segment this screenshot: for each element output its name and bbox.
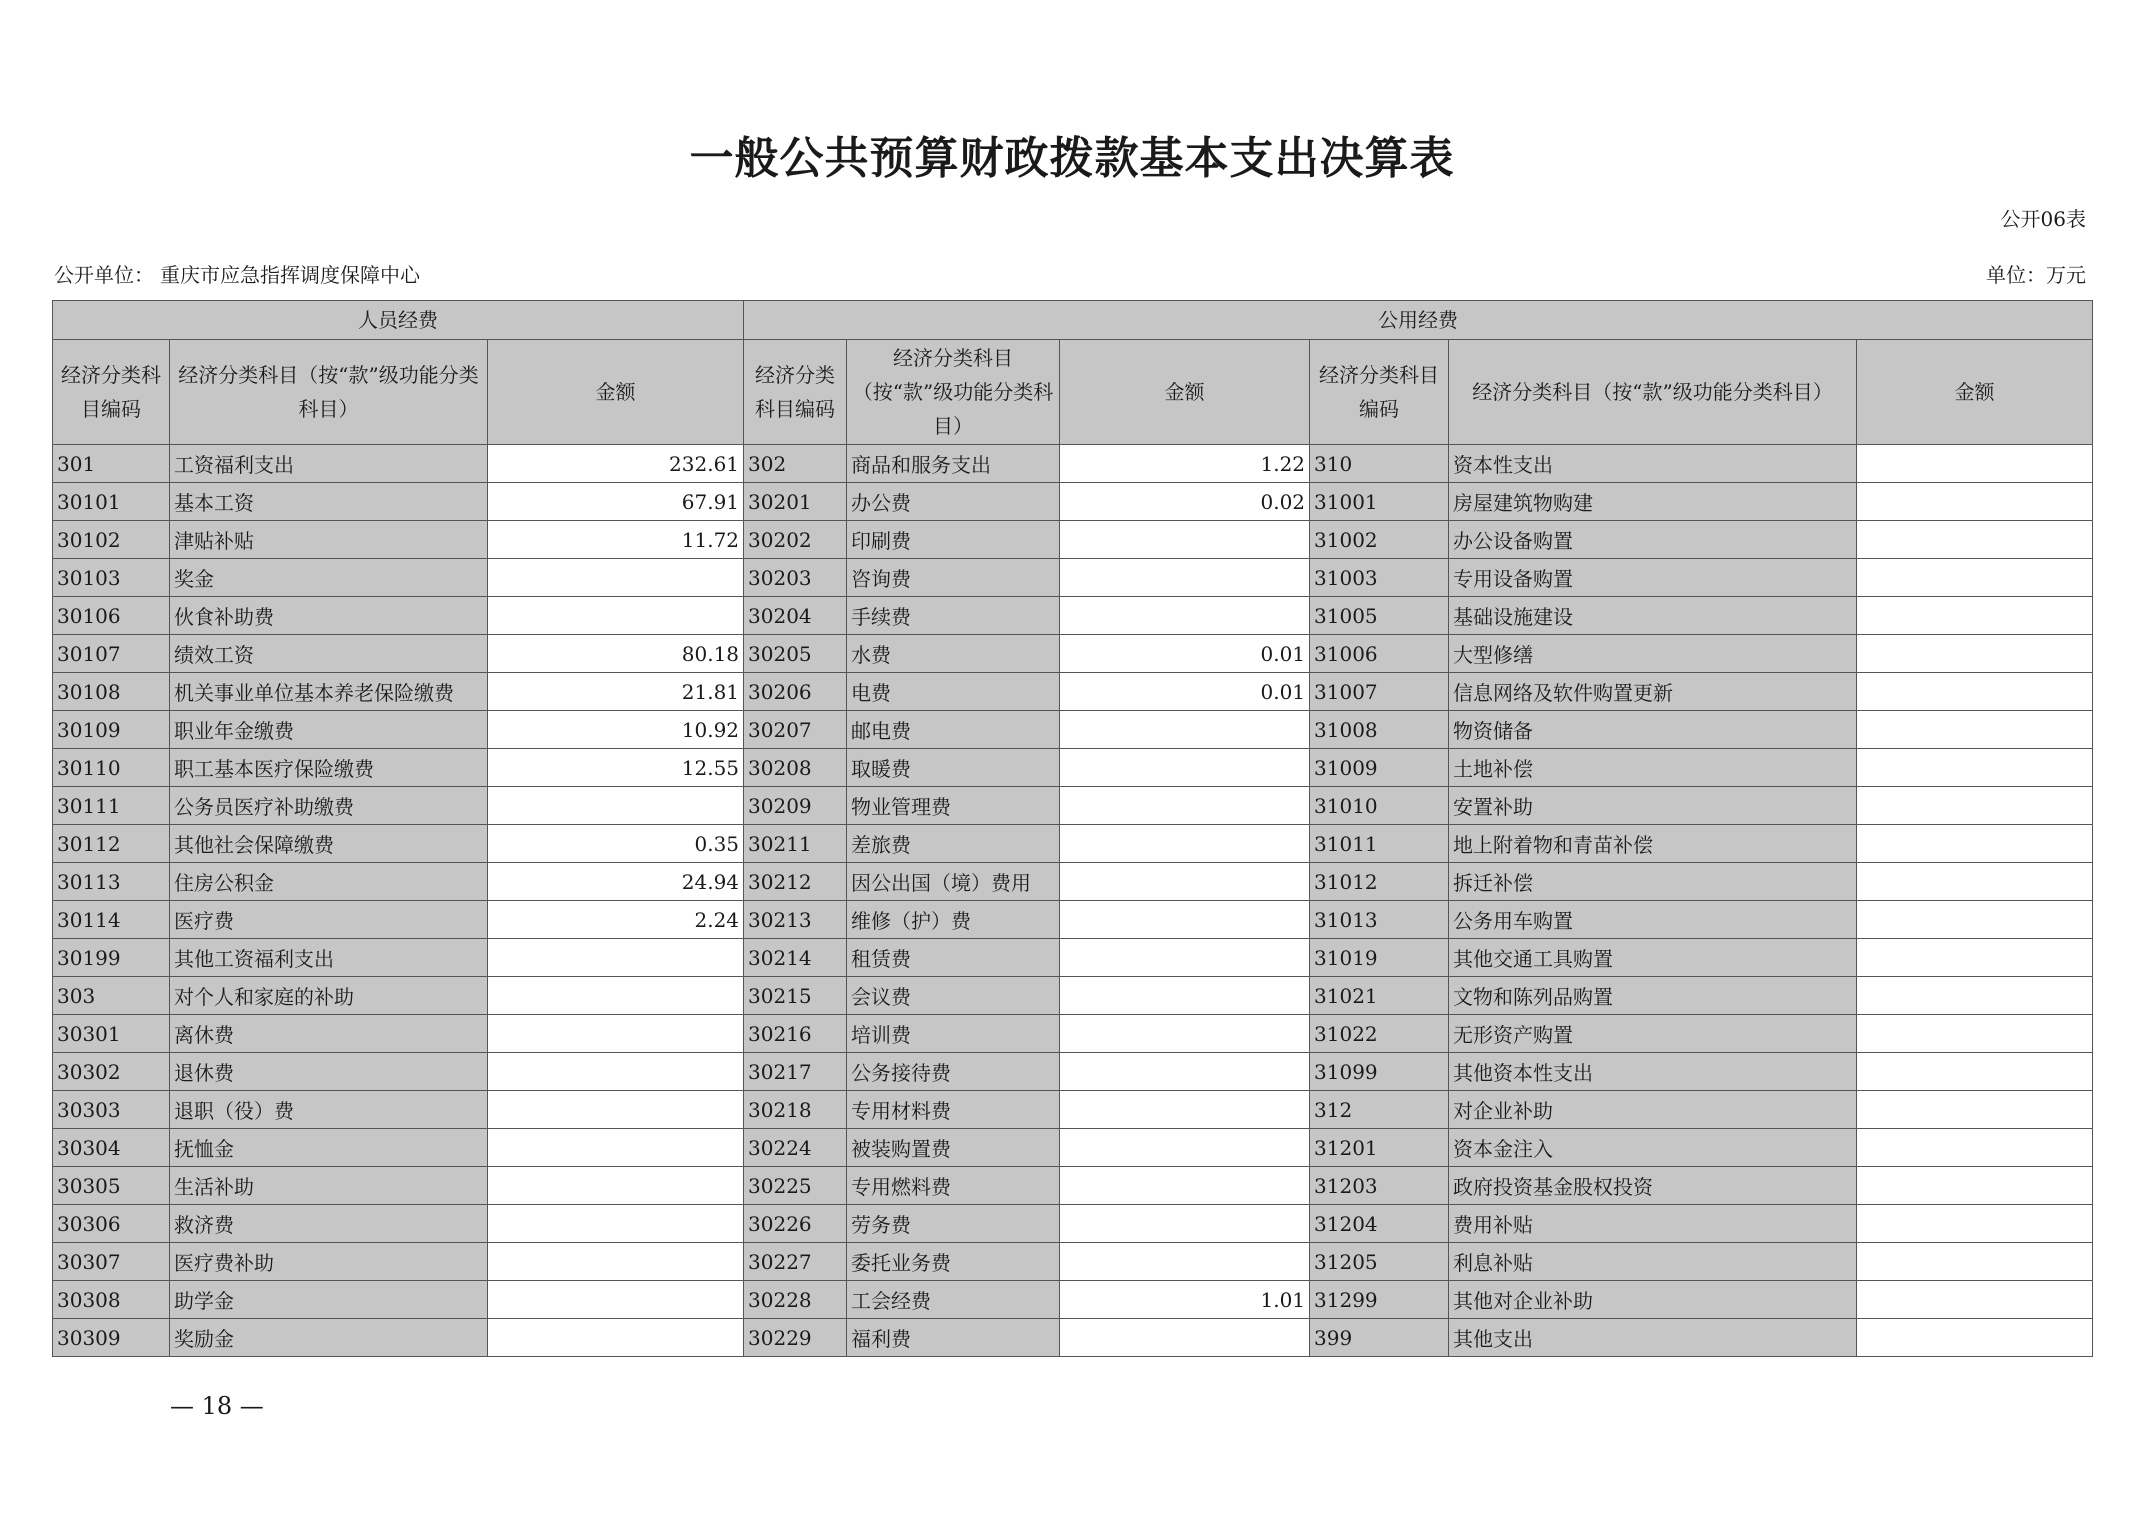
economic-code-cell: 30214 <box>744 939 847 977</box>
item-name-cell: 其他资本性支出 <box>1449 1053 1857 1091</box>
amount-cell <box>1060 1053 1310 1091</box>
amount-cell <box>1060 1167 1310 1205</box>
item-name-cell: 资本金注入 <box>1449 1129 1857 1167</box>
economic-code-cell: 31205 <box>1310 1243 1449 1281</box>
amount-cell: 1.01 <box>1060 1281 1310 1319</box>
amount-cell: 232.61 <box>488 445 744 483</box>
table-row <box>53 1015 2093 1053</box>
item-name-cell: 文物和陈列品购置 <box>1449 977 1857 1015</box>
table-row <box>53 1091 2093 1129</box>
amount-cell: 80.18 <box>488 635 744 673</box>
table-row <box>53 977 2093 1015</box>
economic-code-cell: 31203 <box>1310 1167 1449 1205</box>
economic-code-cell: 31010 <box>1310 787 1449 825</box>
economic-code-cell: 30211 <box>744 825 847 863</box>
economic-code-cell: 30106 <box>53 597 170 635</box>
amount-cell <box>1060 977 1310 1015</box>
reporting-unit <box>54 259 426 288</box>
header-code: 经济分类科目编码 <box>53 340 170 445</box>
economic-code-cell: 303 <box>53 977 170 1015</box>
header-code: 经济分类科目编码 <box>1310 340 1449 445</box>
item-name-cell: 维修（护）费 <box>847 901 1060 939</box>
table-row <box>53 1319 2093 1357</box>
economic-code-cell: 30308 <box>53 1281 170 1319</box>
amount-cell <box>1060 939 1310 977</box>
table-row <box>53 635 2093 673</box>
item-name-cell: 政府投资基金股权投资 <box>1449 1167 1857 1205</box>
amount-cell <box>1857 1167 2093 1205</box>
item-name-cell: 地上附着物和青苗补偿 <box>1449 825 1857 863</box>
amount-cell <box>1060 1243 1310 1281</box>
item-name-cell: 其他支出 <box>1449 1319 1857 1357</box>
economic-code-cell: 301 <box>53 445 170 483</box>
economic-code-cell: 30305 <box>53 1167 170 1205</box>
economic-code-cell: 30112 <box>53 825 170 863</box>
item-name-cell: 专用燃料费 <box>847 1167 1060 1205</box>
economic-code-cell: 310 <box>1310 445 1449 483</box>
header-name: 经济分类科目（按“款”级功能分类科目） <box>170 340 488 445</box>
item-name-cell: 医疗费 <box>170 901 488 939</box>
item-name-cell: 咨询费 <box>847 559 1060 597</box>
amount-cell <box>1857 1129 2093 1167</box>
economic-code-cell: 30109 <box>53 711 170 749</box>
economic-code-cell: 30213 <box>744 901 847 939</box>
amount-cell <box>1060 1129 1310 1167</box>
header-code: 经济分类科目编码 <box>744 340 847 445</box>
amount-cell <box>1060 597 1310 635</box>
item-name-cell: 基础设施建设 <box>1449 597 1857 635</box>
amount-cell <box>1857 1091 2093 1129</box>
economic-code-cell: 30303 <box>53 1091 170 1129</box>
item-name-cell: 安置补助 <box>1449 787 1857 825</box>
item-name-cell: 培训费 <box>847 1015 1060 1053</box>
amount-cell <box>1060 1015 1310 1053</box>
amount-cell <box>1060 521 1310 559</box>
group-header-public: 公用经费 <box>744 301 2093 340</box>
item-name-cell: 专用设备购置 <box>1449 559 1857 597</box>
amount-cell <box>1857 559 2093 597</box>
table-row <box>53 1053 2093 1091</box>
item-name-cell: 福利费 <box>847 1319 1060 1357</box>
amount-cell <box>1060 559 1310 597</box>
economic-code-cell: 30215 <box>744 977 847 1015</box>
amount-cell <box>1857 1053 2093 1091</box>
amount-cell: 2.24 <box>488 901 744 939</box>
amount-cell <box>488 939 744 977</box>
item-name-cell: 手续费 <box>847 597 1060 635</box>
amount-cell <box>1857 825 2093 863</box>
amount-cell <box>1060 901 1310 939</box>
header-amount: 金额 <box>1857 340 2093 445</box>
economic-code-cell: 30307 <box>53 1243 170 1281</box>
header-amount: 金额 <box>1060 340 1310 445</box>
amount-cell <box>1857 1243 2093 1281</box>
table-row <box>53 1243 2093 1281</box>
amount-cell <box>1857 1319 2093 1357</box>
table-row <box>53 559 2093 597</box>
item-name-cell: 其他工资福利支出 <box>170 939 488 977</box>
item-name-cell: 住房公积金 <box>170 863 488 901</box>
table-row <box>53 521 2093 559</box>
table-row <box>53 863 2093 901</box>
item-name-cell: 电费 <box>847 673 1060 711</box>
table-row <box>53 597 2093 635</box>
amount-cell <box>488 787 744 825</box>
amount-cell <box>1857 1281 2093 1319</box>
economic-code-cell: 30226 <box>744 1205 847 1243</box>
amount-cell <box>1857 901 2093 939</box>
item-name-cell: 其他交通工具购置 <box>1449 939 1857 977</box>
table-row <box>53 483 2093 521</box>
amount-cell <box>1857 977 2093 1015</box>
economic-code-cell: 31013 <box>1310 901 1449 939</box>
amount-cell <box>1060 1319 1310 1357</box>
economic-code-cell: 30301 <box>53 1015 170 1053</box>
amount-cell <box>488 1281 744 1319</box>
economic-code-cell: 30102 <box>53 521 170 559</box>
amount-cell <box>1857 711 2093 749</box>
table-row <box>53 939 2093 977</box>
item-name-cell: 抚恤金 <box>170 1129 488 1167</box>
amount-cell: 10.92 <box>488 711 744 749</box>
amount-cell <box>1060 825 1310 863</box>
item-name-cell: 职工基本医疗保险缴费 <box>170 749 488 787</box>
amount-cell <box>1857 1205 2093 1243</box>
item-name-cell: 被装购置费 <box>847 1129 1060 1167</box>
item-name-cell: 无形资产购置 <box>1449 1015 1857 1053</box>
item-name-cell: 费用补贴 <box>1449 1205 1857 1243</box>
economic-code-cell: 31012 <box>1310 863 1449 901</box>
amount-cell <box>1060 863 1310 901</box>
economic-code-cell: 30101 <box>53 483 170 521</box>
currency-unit: 单位：万元 <box>1986 263 2086 287</box>
economic-code-cell: 31204 <box>1310 1205 1449 1243</box>
item-name-cell: 利息补贴 <box>1449 1243 1857 1281</box>
economic-code-cell: 31001 <box>1310 483 1449 521</box>
table-row <box>53 749 2093 787</box>
table-row <box>53 673 2093 711</box>
item-name-cell: 工会经费 <box>847 1281 1060 1319</box>
amount-cell <box>488 1243 744 1281</box>
economic-code-cell: 31019 <box>1310 939 1449 977</box>
amount-cell <box>488 597 744 635</box>
item-name-cell: 土地补偿 <box>1449 749 1857 787</box>
item-name-cell: 租赁费 <box>847 939 1060 977</box>
item-name-cell: 救济费 <box>170 1205 488 1243</box>
amount-cell <box>1857 939 2093 977</box>
group-header-personnel: 人员经费 <box>53 301 744 340</box>
economic-code-cell: 31003 <box>1310 559 1449 597</box>
economic-code-cell: 31299 <box>1310 1281 1449 1319</box>
economic-code-cell: 31022 <box>1310 1015 1449 1053</box>
page-number: — 18 — <box>170 1392 264 1420</box>
economic-code-cell: 30202 <box>744 521 847 559</box>
amount-cell: 0.01 <box>1060 635 1310 673</box>
amount-cell <box>1857 635 2093 673</box>
amount-cell <box>1060 1205 1310 1243</box>
economic-code-cell: 30108 <box>53 673 170 711</box>
item-name-cell: 取暖费 <box>847 749 1060 787</box>
item-name-cell: 会议费 <box>847 977 1060 1015</box>
economic-code-cell: 30227 <box>744 1243 847 1281</box>
economic-code-cell: 302 <box>744 445 847 483</box>
economic-code-cell: 31006 <box>1310 635 1449 673</box>
item-name-cell: 工资福利支出 <box>170 445 488 483</box>
amount-cell <box>488 1319 744 1357</box>
item-name-cell: 大型修缮 <box>1449 635 1857 673</box>
item-name-cell: 其他社会保障缴费 <box>170 825 488 863</box>
amount-cell <box>1857 483 2093 521</box>
amount-cell <box>488 977 744 1015</box>
reporting-unit-label: 公开单位： <box>54 263 154 287</box>
economic-code-cell: 312 <box>1310 1091 1449 1129</box>
reporting-unit-name: 重庆市应急指挥调度保障中心 <box>160 263 420 287</box>
item-name-cell: 物业管理费 <box>847 787 1060 825</box>
economic-code-cell: 31008 <box>1310 711 1449 749</box>
economic-code-cell: 31009 <box>1310 749 1449 787</box>
item-name-cell: 商品和服务支出 <box>847 445 1060 483</box>
economic-code-cell: 30218 <box>744 1091 847 1129</box>
amount-cell: 0.35 <box>488 825 744 863</box>
item-name-cell: 办公费 <box>847 483 1060 521</box>
economic-code-cell: 30103 <box>53 559 170 597</box>
table-row <box>53 1129 2093 1167</box>
amount-cell <box>488 1053 744 1091</box>
economic-code-cell: 30203 <box>744 559 847 597</box>
amount-cell <box>1060 711 1310 749</box>
header-name: 经济分类科目（按“款”级功能分类科目） <box>1449 340 1857 445</box>
item-name-cell: 水费 <box>847 635 1060 673</box>
amount-cell: 1.22 <box>1060 445 1310 483</box>
item-name-cell: 差旅费 <box>847 825 1060 863</box>
form-number: 公开06表 <box>2000 207 2086 231</box>
economic-code-cell: 30111 <box>53 787 170 825</box>
item-name-cell: 办公设备购置 <box>1449 521 1857 559</box>
economic-code-cell: 30204 <box>744 597 847 635</box>
amount-cell <box>1857 787 2093 825</box>
amount-cell <box>1857 521 2093 559</box>
item-name-cell: 印刷费 <box>847 521 1060 559</box>
item-name-cell: 拆迁补偿 <box>1449 863 1857 901</box>
item-name-cell: 职业年金缴费 <box>170 711 488 749</box>
item-name-cell: 机关事业单位基本养老保险缴费 <box>170 673 488 711</box>
header-amount: 金额 <box>488 340 744 445</box>
economic-code-cell: 30225 <box>744 1167 847 1205</box>
economic-code-cell: 30212 <box>744 863 847 901</box>
item-name-cell: 公务用车购置 <box>1449 901 1857 939</box>
amount-cell: 24.94 <box>488 863 744 901</box>
item-name-cell: 医疗费补助 <box>170 1243 488 1281</box>
item-name-cell: 物资储备 <box>1449 711 1857 749</box>
amount-cell: 12.55 <box>488 749 744 787</box>
item-name-cell: 对个人和家庭的补助 <box>170 977 488 1015</box>
item-name-cell: 房屋建筑物购建 <box>1449 483 1857 521</box>
item-name-cell: 奖励金 <box>170 1319 488 1357</box>
table-row <box>53 711 2093 749</box>
item-name-cell: 因公出国（境）费用 <box>847 863 1060 901</box>
economic-code-cell: 30209 <box>744 787 847 825</box>
item-name-cell: 退休费 <box>170 1053 488 1091</box>
item-name-cell: 绩效工资 <box>170 635 488 673</box>
amount-cell <box>1857 863 2093 901</box>
item-name-cell: 公务接待费 <box>847 1053 1060 1091</box>
table-row <box>53 1167 2093 1205</box>
amount-cell <box>1060 1091 1310 1129</box>
item-name-cell: 劳务费 <box>847 1205 1060 1243</box>
table-row <box>53 901 2093 939</box>
amount-cell <box>1857 749 2093 787</box>
amount-cell <box>488 1015 744 1053</box>
economic-code-cell: 30309 <box>53 1319 170 1357</box>
item-name-cell: 离休费 <box>170 1015 488 1053</box>
amount-cell: 21.81 <box>488 673 744 711</box>
header-name: 经济分类科目（按“款”级功能分类科目） <box>847 340 1060 445</box>
item-name-cell: 其他对企业补助 <box>1449 1281 1857 1319</box>
table-row <box>53 787 2093 825</box>
item-name-cell: 委托业务费 <box>847 1243 1060 1281</box>
amount-cell <box>1060 787 1310 825</box>
page-title: 一般公共预算财政拨款基本支出决算表 <box>689 133 1455 184</box>
economic-code-cell: 399 <box>1310 1319 1449 1357</box>
amount-cell <box>488 1091 744 1129</box>
economic-code-cell: 30302 <box>53 1053 170 1091</box>
table-row <box>53 1281 2093 1319</box>
item-name-cell: 对企业补助 <box>1449 1091 1857 1129</box>
item-name-cell: 津贴补贴 <box>170 521 488 559</box>
economic-code-cell: 31011 <box>1310 825 1449 863</box>
item-name-cell: 公务员医疗补助缴费 <box>170 787 488 825</box>
item-name-cell: 伙食补助费 <box>170 597 488 635</box>
item-name-cell: 邮电费 <box>847 711 1060 749</box>
amount-cell <box>488 559 744 597</box>
item-name-cell: 专用材料费 <box>847 1091 1060 1129</box>
amount-cell <box>488 1205 744 1243</box>
economic-code-cell: 30217 <box>744 1053 847 1091</box>
economic-code-cell: 30208 <box>744 749 847 787</box>
amount-cell <box>1857 597 2093 635</box>
economic-code-cell: 30110 <box>53 749 170 787</box>
economic-code-cell: 31002 <box>1310 521 1449 559</box>
item-name-cell: 退职（役）费 <box>170 1091 488 1129</box>
economic-code-cell: 30304 <box>53 1129 170 1167</box>
item-name-cell: 助学金 <box>170 1281 488 1319</box>
amount-cell: 11.72 <box>488 521 744 559</box>
economic-code-cell: 30228 <box>744 1281 847 1319</box>
amount-cell <box>1857 1015 2093 1053</box>
economic-code-cell: 30107 <box>53 635 170 673</box>
amount-cell <box>1857 445 2093 483</box>
amount-cell <box>488 1167 744 1205</box>
economic-code-cell: 30306 <box>53 1205 170 1243</box>
amount-cell <box>488 1129 744 1167</box>
economic-code-cell: 30114 <box>53 901 170 939</box>
table-row <box>53 445 2093 483</box>
expenditure-table <box>52 300 2093 1357</box>
table-row <box>53 1205 2093 1243</box>
economic-code-cell: 30201 <box>744 483 847 521</box>
item-name-cell: 基本工资 <box>170 483 488 521</box>
amount-cell: 0.01 <box>1060 673 1310 711</box>
economic-code-cell: 31007 <box>1310 673 1449 711</box>
item-name-cell: 资本性支出 <box>1449 445 1857 483</box>
economic-code-cell: 30113 <box>53 863 170 901</box>
item-name-cell: 生活补助 <box>170 1167 488 1205</box>
economic-code-cell: 30229 <box>744 1319 847 1357</box>
amount-cell: 0.02 <box>1060 483 1310 521</box>
economic-code-cell: 31005 <box>1310 597 1449 635</box>
table-row <box>53 825 2093 863</box>
economic-code-cell: 30207 <box>744 711 847 749</box>
amount-cell <box>1857 673 2093 711</box>
economic-code-cell: 30205 <box>744 635 847 673</box>
economic-code-cell: 31021 <box>1310 977 1449 1015</box>
amount-cell <box>1060 749 1310 787</box>
economic-code-cell: 30216 <box>744 1015 847 1053</box>
economic-code-cell: 30199 <box>53 939 170 977</box>
item-name-cell: 信息网络及软件购置更新 <box>1449 673 1857 711</box>
economic-code-cell: 31201 <box>1310 1129 1449 1167</box>
economic-code-cell: 30206 <box>744 673 847 711</box>
economic-code-cell: 30224 <box>744 1129 847 1167</box>
item-name-cell: 奖金 <box>170 559 488 597</box>
amount-cell: 67.91 <box>488 483 744 521</box>
economic-code-cell: 31099 <box>1310 1053 1449 1091</box>
